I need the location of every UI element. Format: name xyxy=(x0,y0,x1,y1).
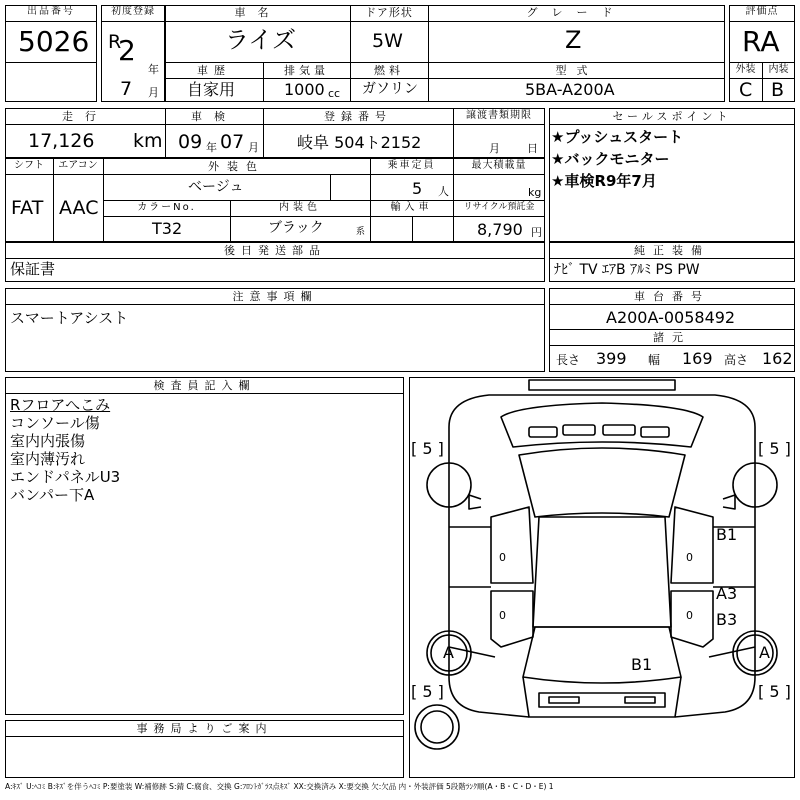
notes-value: スマートアシスト xyxy=(10,309,129,327)
inspector-line-1: Rフロアへこみ xyxy=(10,396,111,414)
selling-point-1: ★プッシュスタート xyxy=(551,128,684,146)
model-code: 5BA-A200A xyxy=(525,80,615,99)
zero-mark-1: 0 xyxy=(499,551,506,564)
damage-mark-b1-upper: B1 xyxy=(716,525,738,544)
interior-grade: B xyxy=(771,79,785,101)
interior-label: 内装 xyxy=(768,64,789,75)
height-label: 高さ xyxy=(724,353,749,367)
inspector-line-5: エンドパネルU3 xyxy=(10,468,121,486)
reg-year-unit: 年 xyxy=(148,63,159,76)
fuel-type: ガソリン xyxy=(362,81,418,97)
color-no-label: カラーNo. xyxy=(137,202,196,213)
reg-number-label: 登録番号 xyxy=(324,110,392,123)
grade: Z xyxy=(565,26,582,54)
inspector-line-3: 室内内張傷 xyxy=(10,432,86,450)
car-diagram xyxy=(409,377,795,778)
era-letter: R xyxy=(108,31,122,53)
exterior-grade: C xyxy=(739,79,753,101)
damage-mark-a-left: A xyxy=(443,643,454,662)
transfer-month-unit: 月 xyxy=(489,142,500,155)
reg-number: 岐阜 504ト2152 xyxy=(297,133,422,152)
chassis-number: A200A-0058492 xyxy=(606,308,736,327)
capacity-unit: 人 xyxy=(438,185,449,198)
tire-right-front-tread: [ 5 ] xyxy=(758,439,791,458)
capacity-value: 5 xyxy=(412,179,423,198)
tire-left-front-tread: [ 5 ] xyxy=(411,439,444,458)
interior-color-unit: 系 xyxy=(356,227,366,237)
width-label: 幅 xyxy=(648,353,661,367)
damage-mark-a-right: A xyxy=(759,643,770,662)
equipment-label: 純正装備 xyxy=(634,244,710,257)
vehicle-history: 自家用 xyxy=(187,80,236,99)
mileage-unit: km xyxy=(133,130,163,152)
rating-label: 評価点 xyxy=(745,6,779,17)
first-registration-label: 初度登録 xyxy=(111,6,155,17)
door-type: 5W xyxy=(372,30,403,52)
selling-point-3: ★車検R9年7月 xyxy=(551,172,657,190)
inspection-year: 09 xyxy=(178,131,203,153)
mileage-value: 17,126 xyxy=(28,130,95,152)
damage-mark-b1-rear: B1 xyxy=(631,655,653,674)
inspector-line-4: 室内薄汚れ xyxy=(10,450,86,468)
inspection-year-unit: 年 xyxy=(206,141,217,154)
recycle-label: リサイクル預託金 xyxy=(463,202,535,212)
inspector-line-2: コンソール傷 xyxy=(10,414,100,432)
later-parts-label: 後日発送部品 xyxy=(224,244,326,257)
office-notice-label: 事務局よりご案内 xyxy=(136,722,273,735)
import-label: 輸入車 xyxy=(390,202,433,213)
zero-mark-2: 0 xyxy=(499,609,506,622)
selling-point-2: ★バックモニター xyxy=(551,150,670,168)
history-label: 車歴 xyxy=(197,64,231,77)
zero-mark-3: 0 xyxy=(686,551,693,564)
inspection-month: 07 xyxy=(220,131,245,153)
model-label: 型式 xyxy=(555,64,598,77)
grade-label: グレード xyxy=(526,6,627,19)
length-value: 399 xyxy=(596,349,627,368)
interior-color-label: 内装色 xyxy=(279,202,321,213)
exterior-label: 外装 xyxy=(735,64,756,75)
color-number: T32 xyxy=(152,219,183,238)
exterior-color-label: 外装色 xyxy=(208,160,265,173)
car-name-label: 車名 xyxy=(234,6,281,19)
inspector-label: 検査員記入欄 xyxy=(153,379,256,392)
reg-year: 2 xyxy=(118,34,136,67)
displacement-unit: cc xyxy=(328,87,341,100)
dimensions-label: 諸元 xyxy=(653,331,691,344)
later-parts-value: 保証書 xyxy=(10,260,56,278)
car-name: ライズ xyxy=(225,26,297,54)
reg-month-unit: 月 xyxy=(148,86,159,99)
inspection-label: 車検 xyxy=(191,110,237,123)
ac-label: エアコン xyxy=(58,160,98,171)
notes-label: 注意事項欄 xyxy=(232,290,318,303)
capacity-label: 乗車定員 xyxy=(387,160,436,171)
recycle-fee-unit: 円 xyxy=(531,226,542,239)
inspector-line-6: バンパー下A xyxy=(10,486,95,504)
height-value: 162 xyxy=(762,349,793,368)
mileage-label: 走行 xyxy=(62,110,108,123)
displacement: 1000 xyxy=(284,80,325,99)
chassis-label: 車台番号 xyxy=(634,290,710,303)
overall-rating: RA xyxy=(742,25,780,58)
exterior-color: ベージュ xyxy=(188,179,244,195)
tire-left-rear-tread: [ 5 ] xyxy=(411,682,444,701)
damage-legend: A:ｷｽﾞ U:ﾍｺﾐ B:ｷｽﾞを伴うﾍｺﾐ P:要塗装 W:補修跡 S:錆 C:腐食、交換 G:ﾌﾛﾝﾄｶﾞﾗｽ点ｷｽﾞ XX:交換済み X:要交換 欠:欠品 内・外装評価 5段階ﾗﾝｸ順(A・B・C・D・E) 1 xyxy=(5,782,554,791)
width-value: 169 xyxy=(682,349,713,368)
damage-mark-b3: B3 xyxy=(716,610,738,629)
reg-month: 7 xyxy=(120,78,133,100)
ac-value: AAC xyxy=(59,197,99,219)
length-label: 長さ xyxy=(556,353,581,367)
zero-mark-4: 0 xyxy=(686,609,693,622)
shift-value: FAT xyxy=(11,197,44,219)
max-load-label: 最大積載量 xyxy=(471,160,527,171)
tire-right-rear-tread: [ 5 ] xyxy=(758,682,791,701)
selling-points-label: セールスポイント xyxy=(612,110,732,123)
transfer-day-unit: 日 xyxy=(527,142,538,155)
damage-mark-a3: A3 xyxy=(716,584,738,603)
door-label: ドア形状 xyxy=(365,6,413,19)
inspection-month-unit: 月 xyxy=(248,141,259,154)
displacement-label: 排気量 xyxy=(284,64,329,77)
equipment-value: ﾅﾋﾞ TV ｴｱB ｱﾙﾐ PS PW xyxy=(554,262,700,278)
max-load-unit: kg xyxy=(528,186,542,199)
lot-number-label: 出品番号 xyxy=(27,6,75,17)
fuel-label: 燃料 xyxy=(374,64,404,77)
interior-color: ブラック xyxy=(268,220,324,236)
recycle-fee: 8,790 xyxy=(477,220,523,239)
shift-label: シフト xyxy=(14,160,44,171)
lot-number: 5026 xyxy=(18,25,90,58)
transfer-deadline-label: 譲渡書類期限 xyxy=(466,110,532,121)
